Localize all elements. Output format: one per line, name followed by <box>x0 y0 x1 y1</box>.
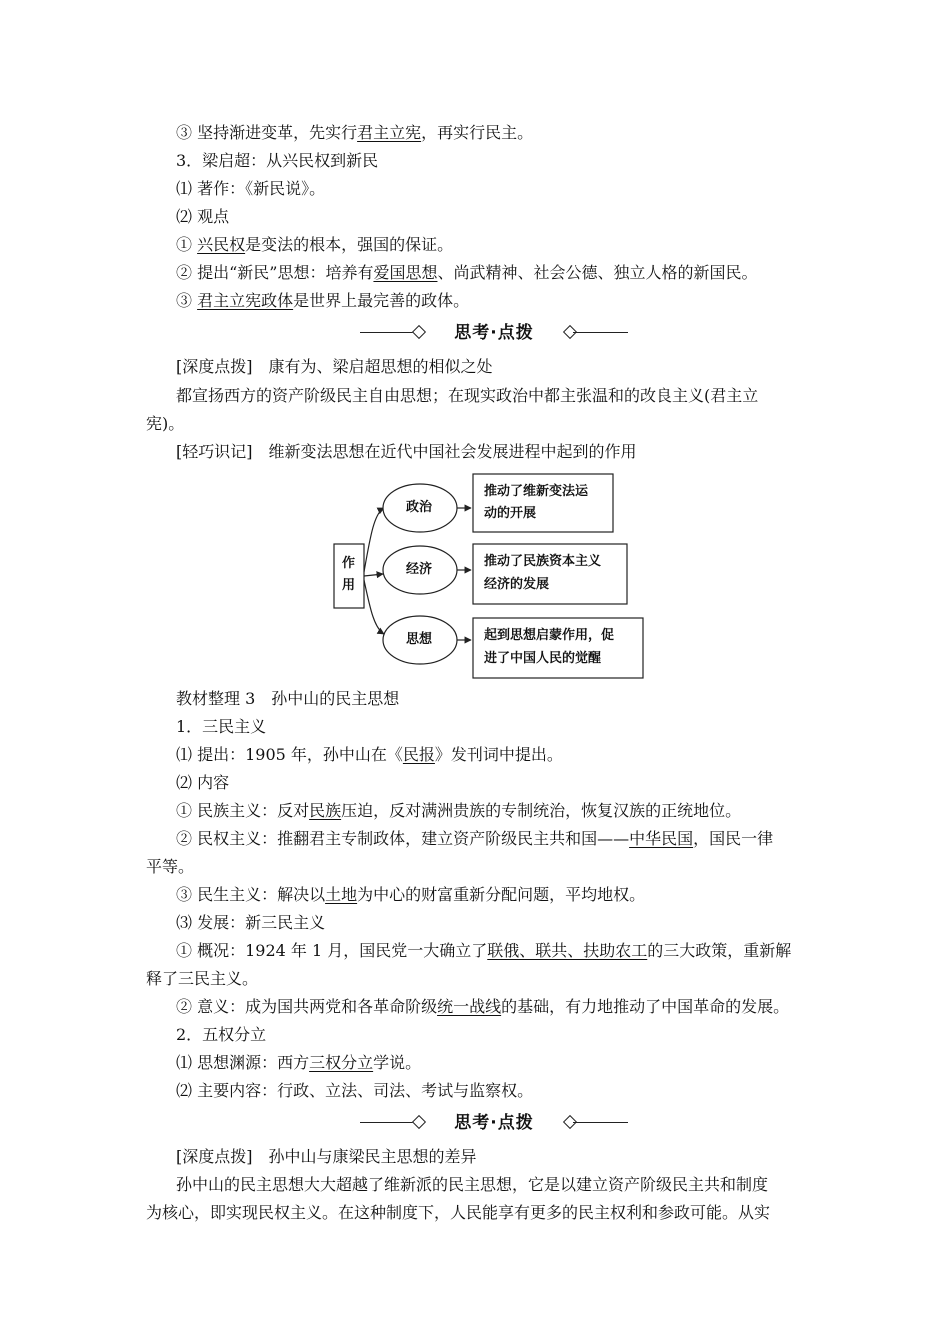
section-heading: 2．五权分立 <box>176 1025 267 1044</box>
text-line: 平等。 <box>146 857 195 876</box>
diagram-node-economy: 经济 <box>406 562 433 577</box>
diagram-root-label: 用 <box>342 578 356 593</box>
key-term: 联俄、联共、扶助农工 <box>487 941 648 960</box>
banner-rule-left <box>360 1122 416 1123</box>
key-term: 民族 <box>309 801 342 820</box>
section-heading: 1．三民主义 <box>176 717 267 736</box>
mind-map-diagram <box>330 468 650 682</box>
text-line: ⑴ 著作：《新民说》。 <box>176 179 326 198</box>
key-term: 民报 <box>402 745 435 764</box>
text-line: ⑵ 主要内容：行政、立法、司法、考试与监察权。 <box>176 1081 534 1100</box>
diagram-root-label: 作 <box>342 556 356 571</box>
section-heading: 教材整理 3 孙中山的民主思想 <box>176 689 400 708</box>
diagram-node-thought: 思想 <box>406 632 433 647</box>
banner-rule-left <box>360 332 416 333</box>
text-line: ⑶ 发展：新三民主义 <box>176 913 326 932</box>
text-line: ① 民族主义：反对民族压迫，反对满洲贵族的专制统治，恢复汉族的正统地位。 <box>176 801 742 820</box>
text-line: ③ 君主立宪政体是世界上最完善的政体。 <box>176 291 470 310</box>
text-line: 宪)。 <box>146 414 185 433</box>
key-term: 中华民国 <box>629 829 694 848</box>
text-line: ② 意义：成为国共两党和各革命阶级统一战线的基础，有力地推动了中国革命的发展。 <box>176 997 790 1016</box>
text-line: 为核心，即实现民权主义。在这种制度下，人民能享有更多的民主权利和参政可能。从实 <box>146 1203 771 1222</box>
text-line: [深度点拨] 孙中山与康梁民主思想的差异 <box>176 1147 477 1166</box>
text-line: ③ 坚持渐进变革，先实行君主立宪，再实行民主。 <box>176 123 534 142</box>
text-line: [轻巧识记] 维新变法思想在近代中国社会发展进程中起到的作用 <box>176 442 637 461</box>
text-line: ⑵ 内容 <box>176 773 230 792</box>
key-term: 爱国思想 <box>373 263 438 282</box>
diagram-result-text: 推动了民族资本主义 <box>484 554 602 569</box>
text-line: ⑴ 提出：1905 年，孙中山在《民报》发刊词中提出。 <box>176 745 563 764</box>
key-term: 土地 <box>325 885 358 904</box>
key-term: 兴民权 <box>197 235 246 254</box>
banner-rule-right <box>573 332 628 333</box>
key-term: 君主立宪 <box>357 123 422 142</box>
diagram-result-text: 经济的发展 <box>484 577 550 592</box>
text-line: [深度点拨] 康有为、梁启超思想的相似之处 <box>176 357 493 376</box>
key-term: 三权分立 <box>309 1053 374 1072</box>
text-line: ② 民权主义：推翻君主专制政体，建立资产阶级民主共和国——中华民国，国民一律 <box>176 829 774 848</box>
text-line: 孙中山的民主思想大大超越了维新派的民主思想，它是以建立资产阶级民主共和制度 <box>176 1175 769 1194</box>
text-line: ① 兴民权是变法的根本，强国的保证。 <box>176 235 454 254</box>
diagram-result-text: 进了中国人民的觉醒 <box>484 651 602 666</box>
diagram-result-text: 推动了维新变法运 <box>484 484 589 499</box>
banner-title: 思考·点拨 <box>454 323 534 343</box>
text-line: ② 提出“新民”思想：培养有爱国思想、尚武精神、社会公德、独立人格的新国民。 <box>176 263 758 282</box>
key-term: 统一战线 <box>437 997 502 1016</box>
section-banner <box>360 1111 628 1135</box>
banner-rule-right <box>573 1122 628 1123</box>
diagram-result-text: 起到思想启蒙作用，促 <box>484 628 615 643</box>
diagram-node-politics: 政治 <box>406 500 433 515</box>
text-line: 释了三民主义。 <box>146 969 259 988</box>
banner-title: 思考·点拨 <box>454 1113 534 1133</box>
text-line: ① 概况：1924 年 1 月，国民党一大确立了联俄、联共、扶助农工的三大政策，重新解 <box>176 941 792 960</box>
text-line: 都宣扬西方的资产阶级民主自由思想；在现实政治中都主张温和的改良主义(君主立 <box>176 386 759 405</box>
text-line: ⑴ 思想渊源：西方三权分立学说。 <box>176 1053 422 1072</box>
text-line: ③ 民生主义：解决以土地为中心的财富重新分配问题，平均地权。 <box>176 885 646 904</box>
key-term: 君主立宪政体 <box>197 291 294 310</box>
section-banner <box>360 321 628 345</box>
diagram-result-text: 动的开展 <box>484 506 537 521</box>
section-heading: 3．梁启超：从兴民权到新民 <box>176 151 379 170</box>
text-line: ⑵ 观点 <box>176 207 230 226</box>
